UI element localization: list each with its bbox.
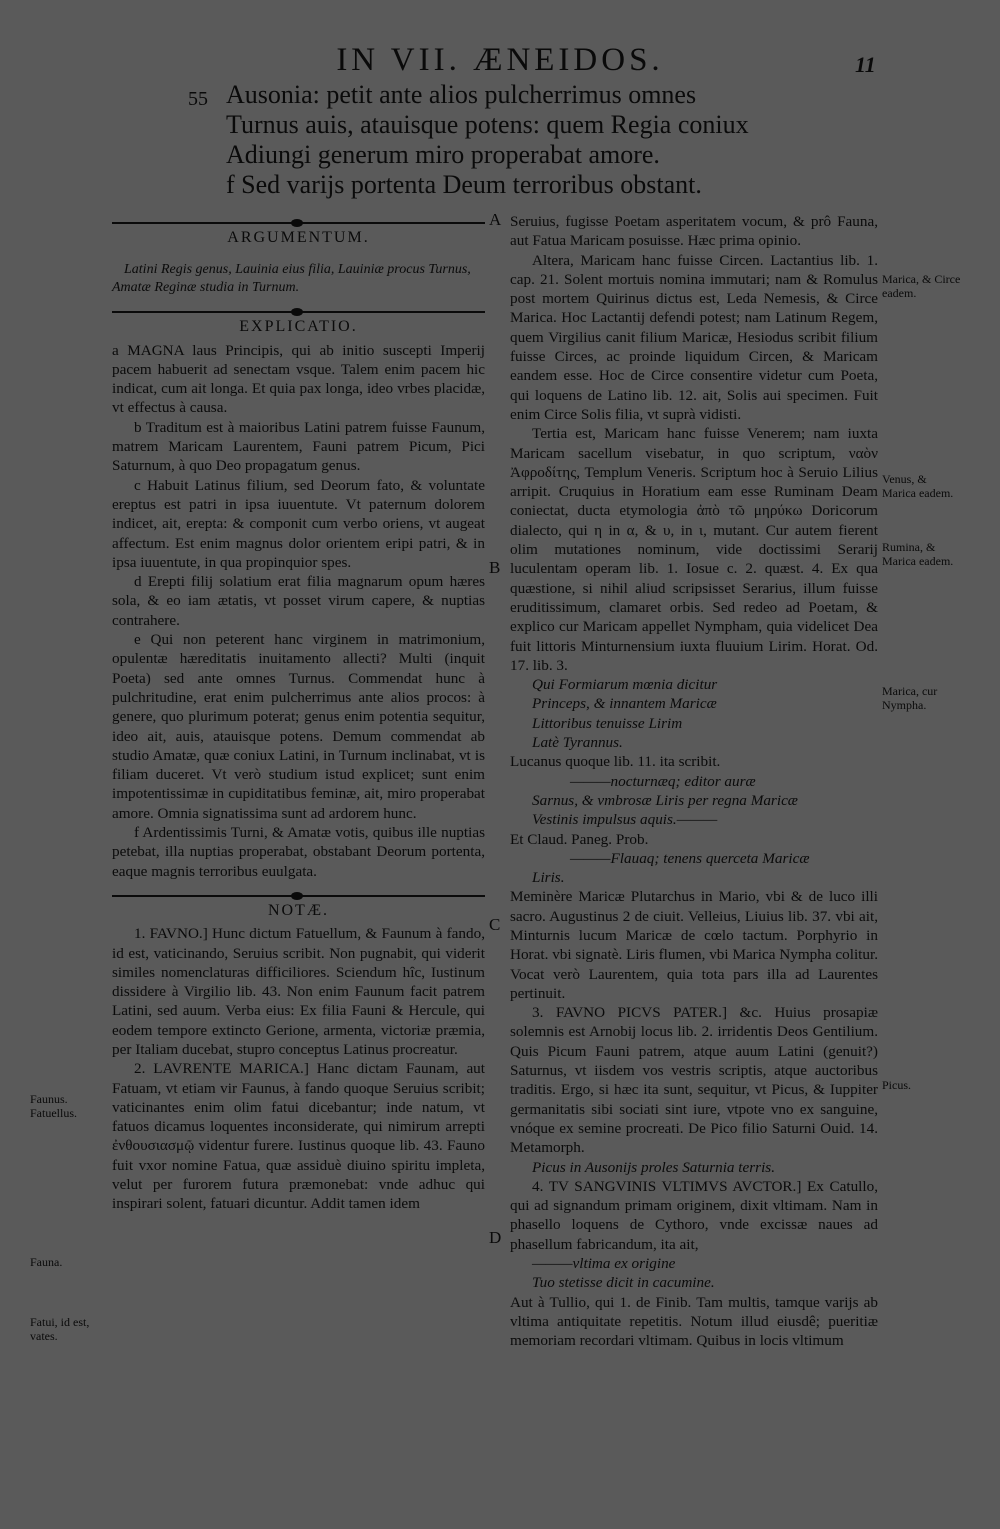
- lucanus-line: Lucanus quoque lib. 11. ita scribit.: [510, 753, 721, 771]
- quote-line: Littoribus tenuisse Lirim: [532, 714, 683, 732]
- explicatio-para-d: d Erepti filij solatium erat filia magnarum opum hæres sola, & eo iam ætatis, vt posset virum capere, & nuptias contrahere.: [112, 573, 485, 629]
- quote-line: Vestinis impulsus aquis.———: [532, 811, 718, 829]
- folio-number: 11: [855, 52, 876, 77]
- nota-2: 2. LAVRENTE MARICA.] Hanc dictam Faunam, aut Fatuam, vt etiam vir Faunus, à fando quoque Seruius scribit; vaticinantes enim olim fatui dicebantur; inde natum, vt fatuos dicamus loquentes inconsiderate, qui nimirum arrepti ἐνθουσιασμῷ videntur furere. Iustinus quoque lib. 43. Fauno fuit vxor nomine Fatua, quæ assiduè diuino spiritu impleta, velut per furorem futura præmonebat: vnde adhuc qui inspirari solent, fatuari dicuntur. Addit tamen idem: [112, 1060, 485, 1213]
- margin-note: Fauna.: [30, 1255, 63, 1269]
- margin-note: Picus.: [882, 1078, 912, 1092]
- ornament-rule: [112, 311, 485, 313]
- right-column: [510, 212, 878, 1351]
- section-letter: D: [489, 1228, 502, 1247]
- verse-text: Adiungi generum miro properabat amore.: [226, 140, 660, 169]
- notae-title: NOTÆ.: [267, 901, 330, 919]
- quote-line: Tuo stetisse dicit in cacumine.: [532, 1274, 715, 1292]
- verse-text: Turnus auis, atauisque potens: quem Regia coniux: [226, 110, 749, 139]
- right-para-4: Meminère Maricæ Plutarchus in Mario, vbi & de luco illi sacro. Augustinus 2 de ciuit. Velleius, Liuius lib. 37. vbi ait, Minturnis lucum Maricæ de cœlo tactum. Porphyrio in Horat. vbi signatè. Liris flumen, vbi Marica Nympha colitur. Vocat verò Laurentem, quia tota pars illa ad Laurentes pertinuit.: [510, 888, 878, 1002]
- right-para-2: Altera, Maricam hanc fuisse Circen. Lactantius lib. 1. cap. 21. Solent mortuis nomina immutari; nam & Romulus post mortem Quirinus dictus est, Leda Nemesis, & Circe Marica. Hoc Lactantij defendi potest; nam Latinum Regem, quem Virgilius canit filium Maricæ, Hesiodus scribit filium fuisse Circes, ac proinde liquidum Circen, & Maricam eandem esse. Hoc de Circe consentire videtur cum Poeta, qui loquens de Latino lib. 12. ait, Solis aui specimen. Fuit enim Circe Solis filia, vt suprà vidisti.: [510, 251, 878, 423]
- quote-line: Liris.: [532, 869, 565, 887]
- verse-number: 55: [188, 88, 208, 110]
- left-column: [112, 218, 485, 1214]
- margin-note: Marica, & Circe eadem.: [882, 272, 961, 300]
- section-letter: B: [489, 558, 501, 577]
- quote-line: ———vltima ex origine: [532, 1255, 676, 1273]
- quote-line: Princeps, & innantem Maricæ: [532, 695, 717, 713]
- quote-line: Qui Formiarum mœnia dicitur: [532, 676, 718, 694]
- verse-line: [190, 170, 810, 200]
- section-letter: C: [489, 915, 501, 934]
- quote-line: ———nocturnæq; editor auræ: [570, 772, 756, 790]
- quote-line: Sarnus, & vmbrosæ Liris per regna Maricæ: [532, 791, 798, 809]
- claud-line: Et Claud. Paneg. Prob.: [510, 830, 649, 848]
- explicatio-para-f: f Ardentissimis Turni, & Amatæ votis, quibus ille nuptias petebat, illa nuptias properabat, obstabant Deorum portenta, eaque magnis terroribus euulgata.: [112, 824, 485, 880]
- ornament-rule: [112, 895, 485, 897]
- margin-note: Fatui, id est, vates.: [30, 1315, 90, 1343]
- verse-text: Ausonia: petit ante alios pulcherrimus omnes: [226, 80, 697, 109]
- verse-line: [190, 80, 810, 110]
- verse-line: [190, 110, 810, 140]
- nota-1: 1. FAVNO.] Hunc dictum Fatuellum, & Faunum à fando, id est, vaticinando, Seruius scribit. Non pugnabit, qui viderit similes nomenclaturas difficiliores. Sciendum hîc, Iustinum dissidere à Virgilio lib. 43. Non enim Faunum facit patrem Latini, sed auum. Verba eius: Ex filia Fauni & Hercule, qui eodem tempore extincto Gerione, armenta, victoriæ præmia, per Italiam ducebat, stupro conceptus Latinus procreatur.: [112, 925, 485, 1058]
- running-header: IN VII. ÆNEIDOS.: [336, 42, 664, 78]
- explicatio-para-b: b Traditum est à maioribus Latini patrem fuisse Faunum, matrem Maricam Laurentem, Fauni patrem Picum, Pici Saturnum, à quo Deo propagatum genus.: [112, 418, 485, 475]
- right-para-3: Tertia est, Maricam hanc fuisse Venerem; nam iuxta Maricam sacellum visebatur, in quo scriptum, ναὸν Ἀφροδίτης, Templum Veneris. Scriptum hoc à Seruio Lilius arripit. Cruquius in Horatium eam esse Ruminam Deam coniectat, ducta etymologia ἀπὸ τῶ μηρύκω Doricorum dialecto, qui η in α, & υ, in ι, mutant. Cur autem fierent olim mutationes nominum, vide doctissimi Serarij luculentam operam lib. 1. Iosue c. 2. quæst. 4. Ex qua quæstione, si nihil aliud scripsisset Serarius, illum fuisse eruditissimum, clamaret orbis. Sed redeo ad Poetam, & explico cur Maricam appellet Nympham, quia videlicet Dea fuit littoris Minturnensium iuxta fluuium Lirim. Horat. Od. 17. lib. 3.: [510, 425, 878, 674]
- margin-note: Marica, cur Nympha.: [882, 684, 938, 712]
- right-para-6: 4. TV SANGVINIS VLTIMVS AVCTOR.] Ex Catullo, qui ad signandum primam originem, dixit vltimam. Nam in phasello loquens de Cythoro, vnde excissæ naues ad phasellum fabricandum, ita ait,: [510, 1177, 878, 1253]
- argumentum-text: Latini Regis genus, Lauinia eius filia, Lauiniæ procus Turnus, Amatæ Reginæ studia in Turnum.: [112, 262, 471, 296]
- ornament-rule: [112, 222, 485, 224]
- margin-note: Faunus. Fatuellus.: [30, 1092, 77, 1120]
- explicatio-para-a: a MAGNA laus Principis, qui ab initio suscepti Imperij pacem habuerit ad senectam vsque. Talem enim pacem hic indicat, cum ait longa. Et quia pax longa, ideo vrbes placidæ, vt effectus à causa.: [112, 341, 485, 417]
- right-para-7: Aut à Tullio, qui 1. de Finib. Tam multis, tamque varijs ab vltima antiquitate repetitis. Notum illud eiusdê; pueritiæ memoriam recordari vltimam. Quibus in locis vltimum: [510, 1293, 878, 1350]
- margin-note: Venus, & Marica eadem.: [882, 472, 954, 500]
- right-para-5: 3. FAVNO PICVS PATER.] &c. Huius prosapiæ solemnis est Arnobij locus lib. 2. irridentis Deos Gentilium. Quis Picum Fauni patrem, atque auum Latini (genuit?) Saturnus, vt iisdem vos vestris scriptis, atque auctoribus traditis. Ergo, si hæc ita sunt, sequitur, vt Picus, & Iuppiter germanitatis sibi sociati sint iure, vtpote vno ex sanguine, vnóque ex semine procreati. De Pico filio Saturni Ouid. 14. Metamorph.: [510, 1004, 878, 1157]
- explicatio-title: EXPLICATIO.: [239, 318, 358, 336]
- quote-line: Picus in Ausonijs proles Saturnia terris.: [532, 1158, 776, 1176]
- verse-text: f Sed varijs portenta Deum terroribus obstant.: [226, 170, 702, 199]
- verse-line: [190, 140, 810, 170]
- quote-line: Latè Tyrannus.: [532, 734, 623, 752]
- right-para-1: Seruius, fugisse Poetam asperitatem vocum, & prô Fauna, aut Fatua Maricam posuisse. Hæc prima opinio.: [510, 213, 878, 250]
- verse-block: [190, 80, 810, 200]
- quote-line: ———Flauaq; tenens querceta Maricæ: [570, 849, 810, 867]
- explicatio-para-e: e Qui non peterent hanc virginem in matrimonium, opulentæ hæreditatis inuitamento allecti? Multi (inquit Poeta) sed ante omnes Turnus. Commendat hunc à pulchritudine, erat enim pulcherrimus ante alios procos: à genere, quo plurimum poterat; genus enim potentia sequitur, ideo ait, auis, atauisque potens. Demum commendat ab studio Amatæ, quæ coniux Latini, in Turnum inclinabat, vt is filiam duceret. Vt verò studium istud explicet; sunt enim impotentissimæ in cupiditatibus feminæ, ait, miro properabat amore. Omnia signatissima sunt ad ardorem hunc.: [112, 631, 485, 822]
- margin-note: Rumina, & Marica eadem.: [882, 540, 954, 568]
- section-letter: A: [489, 210, 502, 229]
- argumentum-title: ARGUMENTUM.: [227, 229, 370, 246]
- explicatio-para-c: c Habuit Latinus filium, sed Deorum fato, & voluntate ereptus est patri in ipsa iuuentute. Vt paternum dolorem indicet, ait, erepta: & componit cum verbo oriens, vt augeat affectum. Est enim magnus dolor orientem eripi patri, & in ipsa iuuentute, in qua propinquior spes.: [112, 476, 485, 571]
